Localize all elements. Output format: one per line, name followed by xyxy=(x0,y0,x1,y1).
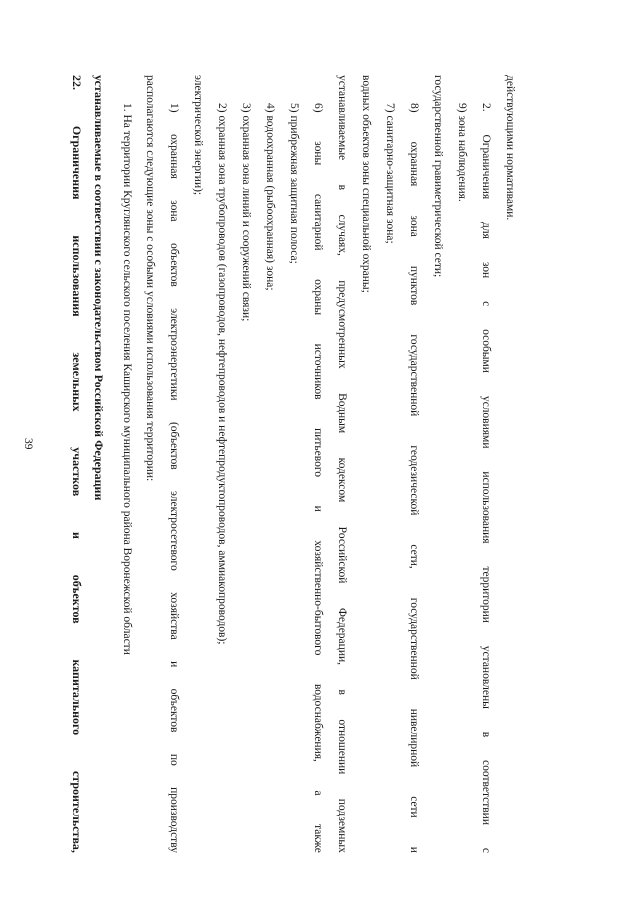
item-word: пунктов xyxy=(408,265,420,306)
item-word: и xyxy=(168,661,180,668)
paragraph-word: использования xyxy=(480,471,492,544)
paragraph-2-line-2: действующими нормативами. xyxy=(504,75,516,221)
item-word: зона xyxy=(168,200,180,222)
item-word: государственной xyxy=(408,334,420,417)
paragraph-word: зон xyxy=(480,261,492,279)
item-word: кодексом xyxy=(336,457,348,503)
item-word: сети, xyxy=(408,544,420,569)
item-word: электроэнергетики xyxy=(168,308,180,401)
paragraph-word: с xyxy=(480,301,492,307)
item-word: подземных xyxy=(336,798,348,853)
item-word: государственной xyxy=(408,597,420,680)
item-word: Федерации, xyxy=(336,607,348,665)
item-word: отношении xyxy=(336,719,348,775)
item-word: объектов xyxy=(168,242,180,287)
list-item-6-line-2 xyxy=(336,75,348,853)
list-item-6-line-3: водных объектов зоны специальной охраны; xyxy=(360,75,372,293)
paragraph-word: соответствии xyxy=(480,760,492,825)
heading-word: капитального xyxy=(70,659,84,736)
item-word: зоны xyxy=(312,141,324,166)
paragraph-word: для xyxy=(480,222,492,239)
heading-word: использования xyxy=(70,235,84,317)
section-heading-line-1 xyxy=(71,75,83,853)
item-word: хозяйственно-бытового xyxy=(312,540,324,656)
heading-word: строительства, xyxy=(70,770,84,853)
item-word: 6) xyxy=(312,103,324,113)
item-word: устанавливаемые xyxy=(336,75,348,161)
item-word: и xyxy=(312,505,324,512)
paragraph-word: территории xyxy=(480,566,492,623)
list-item-7: 7) санитарно-защитная зона; xyxy=(384,103,396,244)
list-item-3: 3) охранная зона линий и сооружений связи; xyxy=(240,103,252,322)
item-word: Российской xyxy=(336,526,348,584)
list-item-2: 2) охранная зона трубопроводов (газопроводов, нефтепроводов и нефтепродуктопроводов, аммиакопроводов); xyxy=(216,103,228,645)
heading-word: и xyxy=(70,532,84,539)
list-item-5: 5) прибрежная защитная полоса; xyxy=(288,103,300,264)
section-heading-line-2: устанавливаемые в соответствии с законодательством Российской Федерации xyxy=(92,75,106,501)
heading-word: Ограничения xyxy=(70,125,84,200)
item-word: питьевого xyxy=(312,428,324,478)
item-word: в xyxy=(336,689,348,695)
item-word: 8) xyxy=(408,103,420,113)
paragraph-1-line-2: располагаются следующие зоны с особыми условиями использования территории: xyxy=(144,75,156,482)
item-word: источников xyxy=(312,343,324,400)
section-number: 22. xyxy=(70,75,84,90)
paragraph-word: особыми xyxy=(480,329,492,373)
paragraph-word: с xyxy=(480,847,492,853)
item-word: электросетевого xyxy=(168,491,180,571)
paragraph-word: установлены xyxy=(480,645,492,709)
item-word: Водным xyxy=(336,393,348,434)
item-word: сети xyxy=(408,796,420,818)
item-word: в xyxy=(336,184,348,191)
paragraph-word: в xyxy=(480,731,492,738)
item-word: производству xyxy=(168,787,180,853)
item-word: водоснабжения, xyxy=(312,683,324,762)
heading-word: объектов xyxy=(70,574,84,624)
item-word: случаях, xyxy=(336,214,348,256)
item-word: геодезической xyxy=(408,445,420,516)
item-word: санитарной xyxy=(312,193,324,251)
item-word: по xyxy=(168,753,180,766)
item-word: охраны xyxy=(312,279,324,316)
list-item-6-line-1 xyxy=(312,103,324,853)
list-item-1-line-1 xyxy=(168,103,180,853)
list-item-8-line-1 xyxy=(408,103,420,853)
item-word: предусмотренных xyxy=(336,280,348,369)
item-word: 1) xyxy=(168,103,180,113)
item-word: (объектов xyxy=(168,421,180,470)
item-word: а xyxy=(312,790,324,796)
paragraph-1-line-1: 1. На территории Круглянского сельского поселения Каширского муниципального района Воронежской области xyxy=(121,103,133,655)
item-word: объектов xyxy=(168,688,180,733)
item-word: также xyxy=(312,824,324,853)
list-item-4: 4) водоохранная (рыбоохранная) зона; xyxy=(264,103,276,291)
heading-word: участков xyxy=(70,447,84,497)
item-word: охранная xyxy=(408,141,420,187)
paragraph-word: Ограничения xyxy=(480,134,492,200)
item-word: и xyxy=(408,846,420,853)
list-item-1-line-2: электрической энергии); xyxy=(192,75,204,196)
paragraph-word: 2. xyxy=(480,103,492,112)
item-word: зона xyxy=(408,215,420,237)
item-word: нивелирной xyxy=(408,708,420,768)
page-number: 39 xyxy=(22,438,34,450)
item-word: охранная xyxy=(168,133,180,179)
list-item-9: 9) зона наблюдения. xyxy=(456,103,468,202)
paragraph-word: условиями xyxy=(480,395,492,449)
item-word: хозяйства xyxy=(168,592,180,640)
list-item-8-line-2: государственной гравиметрической сети; xyxy=(432,75,444,278)
heading-word: земельных xyxy=(70,352,84,412)
paragraph-2-line-1 xyxy=(480,103,492,853)
